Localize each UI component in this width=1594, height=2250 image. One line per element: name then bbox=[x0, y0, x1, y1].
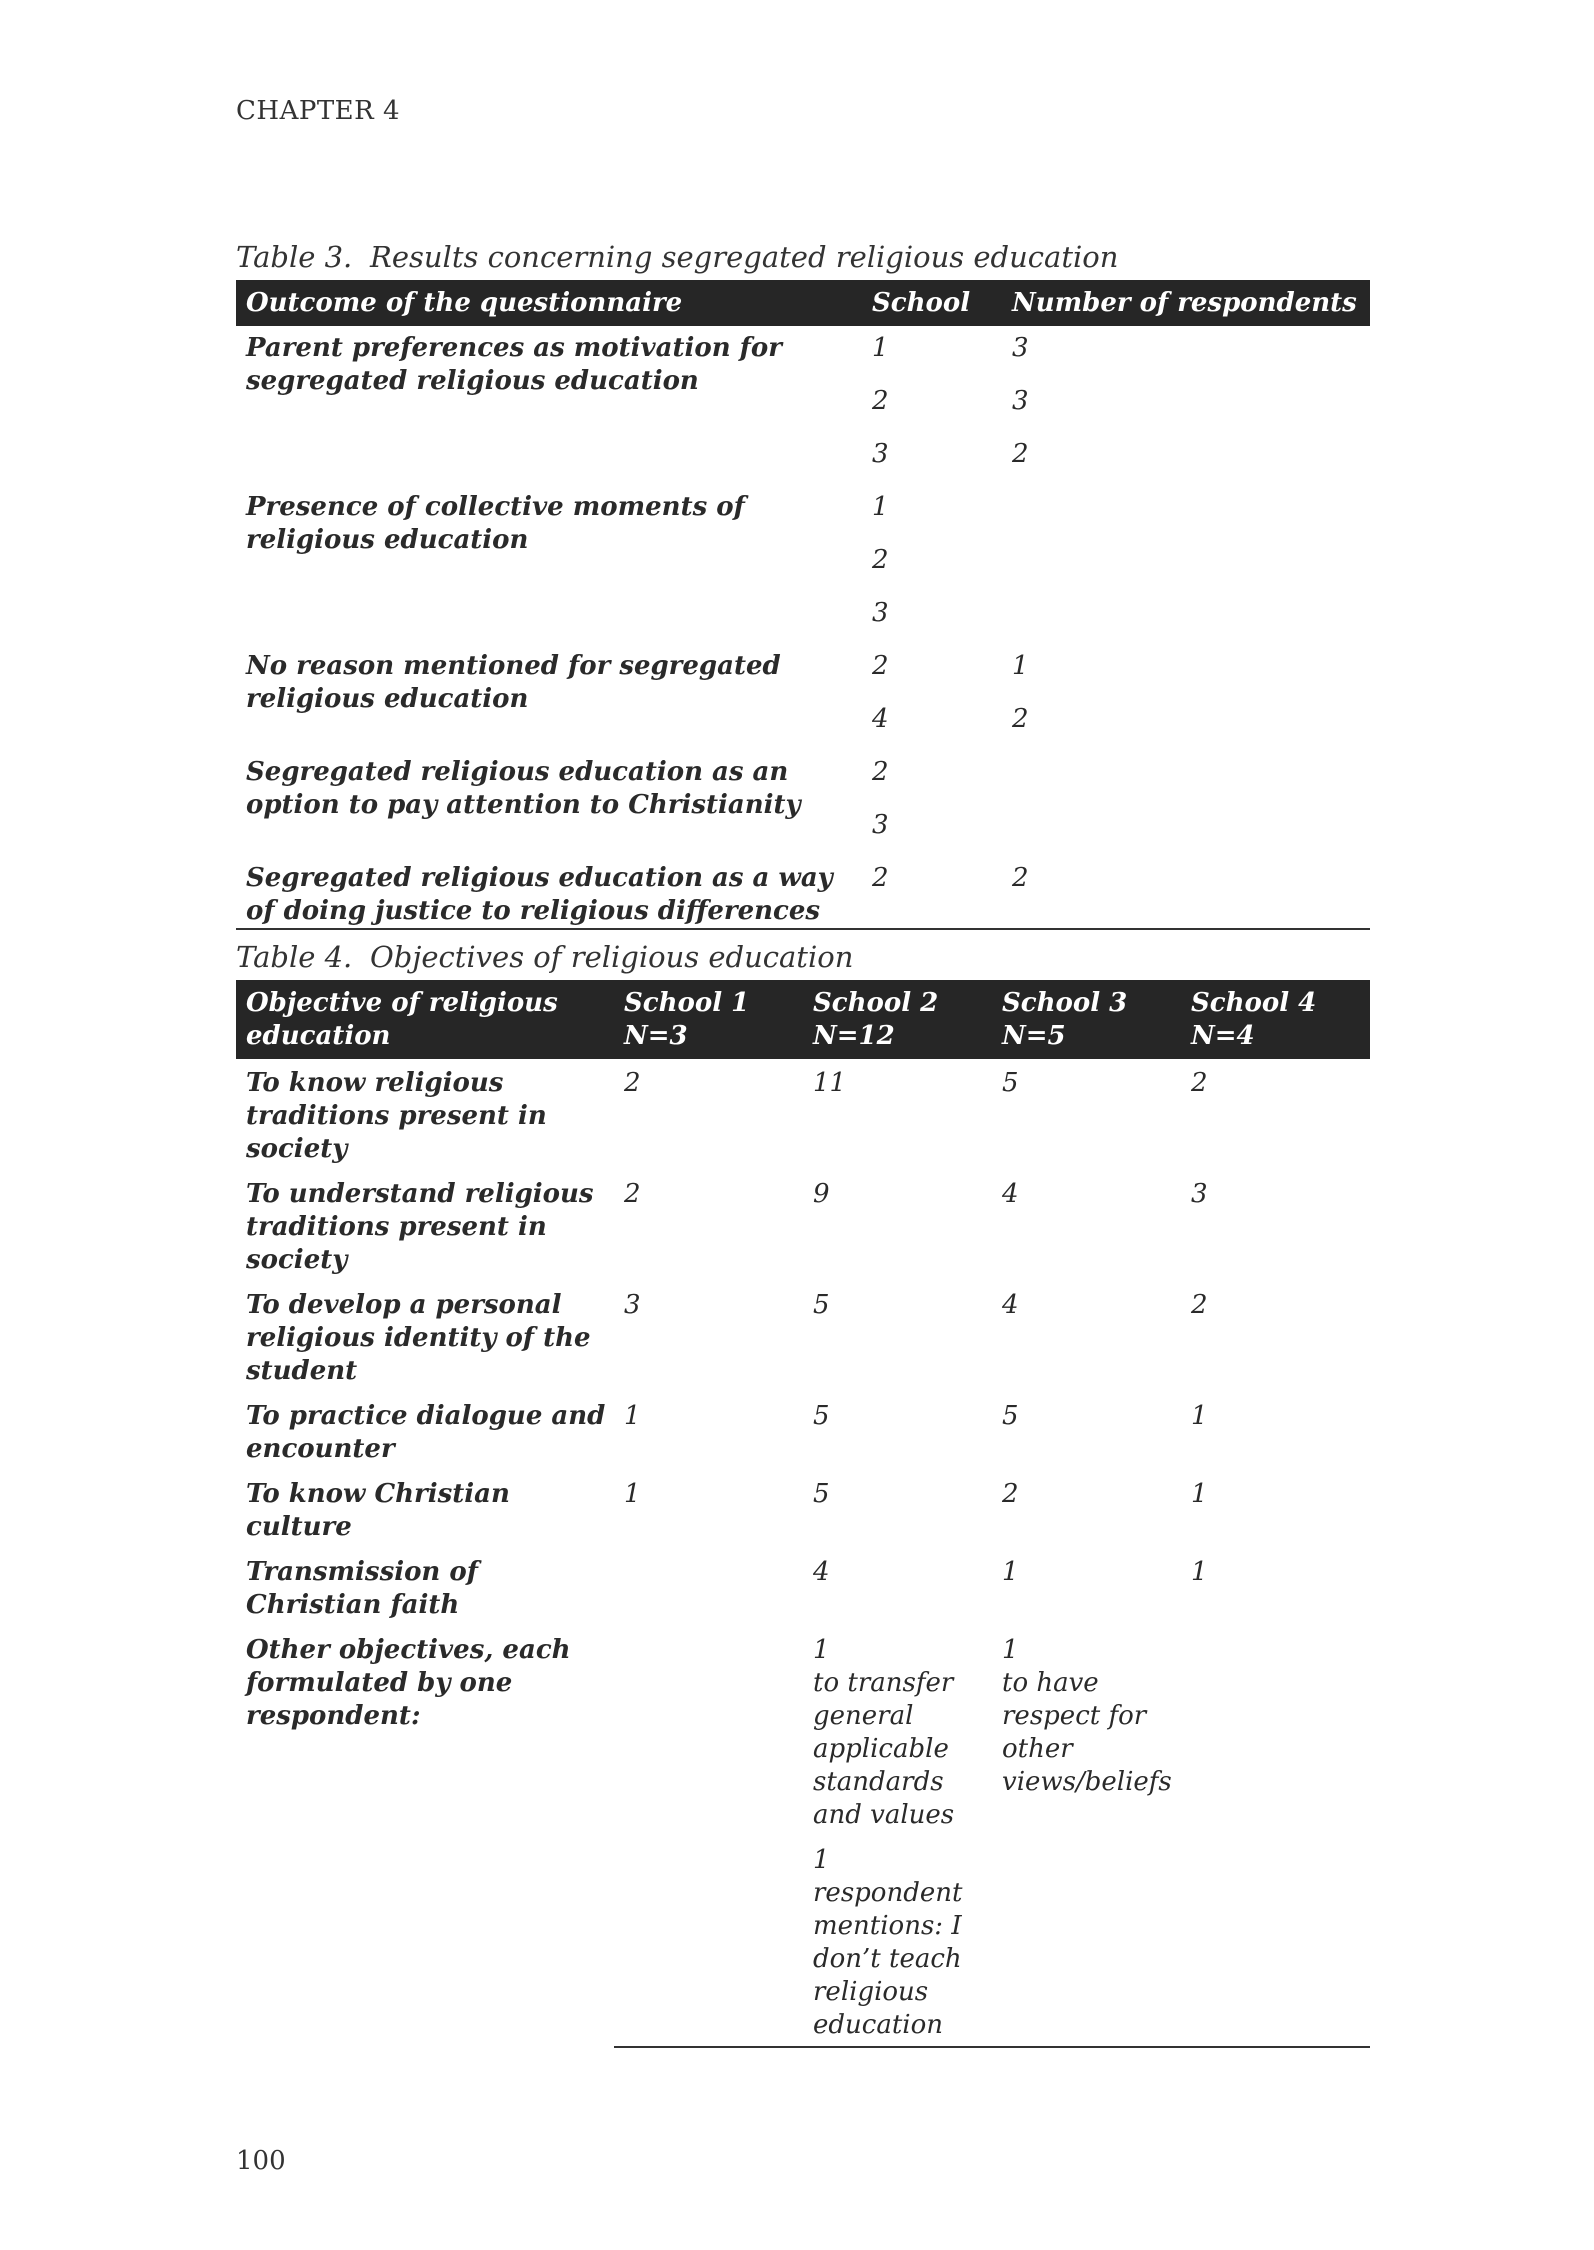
school-cell: 3 bbox=[872, 598, 889, 628]
table-3 bbox=[236, 240, 1370, 930]
header-line: N=12 bbox=[813, 1021, 895, 1051]
table-4-header-row bbox=[236, 980, 1370, 1059]
school-1-cell bbox=[614, 1548, 803, 1626]
respondents-cell bbox=[1002, 750, 1370, 803]
school-cell: 2 bbox=[872, 545, 889, 575]
objective-cell: To know religious traditions present in society bbox=[246, 1068, 547, 1164]
respondents-cell bbox=[1002, 485, 1370, 538]
table-row bbox=[236, 1548, 1370, 1626]
table-row bbox=[236, 1170, 1370, 1281]
school-3-cell bbox=[992, 1626, 1181, 1836]
column-header-school: School bbox=[862, 280, 1002, 326]
school-1-cell: 2 bbox=[624, 1179, 641, 1209]
school-3-note: to have respect for other views/beliefs bbox=[1002, 1668, 1172, 1797]
respondents-cell: 2 bbox=[1002, 856, 1370, 929]
school-cell: 2 bbox=[862, 856, 1002, 929]
column-header-school-4 bbox=[1181, 980, 1370, 1059]
header-line: School 2 bbox=[813, 988, 939, 1018]
school-2-note: to transfer general applicable standards and values bbox=[813, 1668, 955, 1830]
table-3-caption bbox=[236, 240, 1370, 274]
page-number: 100 bbox=[236, 2146, 286, 2176]
table-row bbox=[236, 750, 1370, 803]
school-3-cell: 5 bbox=[1002, 1401, 1019, 1431]
outcome-cell: No reason mentioned for segregated religious education bbox=[246, 651, 781, 714]
table-4-grid bbox=[236, 980, 1370, 2048]
table-3-grid bbox=[236, 280, 1370, 930]
header-line: Objective of religious bbox=[246, 988, 558, 1018]
school-1-cell bbox=[614, 1626, 803, 1836]
header-line: education bbox=[246, 1021, 391, 1051]
outcome-cell: Segregated religious education as a way of doing justice to religious differences bbox=[236, 856, 862, 929]
school-cell: 2 bbox=[872, 757, 889, 787]
school-4-cell: 1 bbox=[1191, 1557, 1208, 1587]
header-line: N=4 bbox=[1191, 1021, 1255, 1051]
table-3-title: Results concerning segregated religious education bbox=[370, 240, 1119, 274]
objective-cell: Transmission of Christian faith bbox=[246, 1557, 478, 1620]
school-4-cell: 1 bbox=[1191, 1401, 1208, 1431]
column-header-school-3 bbox=[992, 980, 1181, 1059]
respondents-cell: 1 bbox=[1012, 651, 1029, 681]
table-row bbox=[236, 1281, 1370, 1392]
table-4 bbox=[236, 940, 1370, 2048]
header-line: N=5 bbox=[1002, 1021, 1066, 1051]
outcome-cell: Segregated religious education as an option to pay attention to Christianity bbox=[246, 757, 801, 820]
respondents-cell: 3 bbox=[1012, 386, 1029, 416]
school-4-cell: 2 bbox=[1191, 1068, 1208, 1098]
school-2-cell: 1 respondent mentions: I don’t teach religious education bbox=[803, 1836, 992, 2047]
school-3-cell: 5 bbox=[1002, 1068, 1019, 1098]
table-row bbox=[236, 326, 1370, 379]
running-head: CHAPTER 4 bbox=[236, 96, 401, 126]
school-2-cell: 9 bbox=[813, 1179, 830, 1209]
school-2-cell bbox=[803, 1626, 992, 1836]
table-4-number: Table 4. bbox=[236, 940, 353, 974]
school-cell: 2 bbox=[872, 651, 889, 681]
school-4-cell bbox=[1181, 1836, 1370, 2047]
header-line: N=3 bbox=[624, 1021, 688, 1051]
column-header-objective bbox=[236, 980, 614, 1059]
column-header-school-1 bbox=[614, 980, 803, 1059]
respondents-cell bbox=[1002, 538, 1370, 591]
school-1-cell: 1 bbox=[624, 1479, 641, 1509]
objective-cell: To practice dialogue and encounter bbox=[246, 1401, 606, 1464]
table-4-title: Objectives of religious education bbox=[370, 940, 854, 974]
outcome-cell: Presence of collective moments of religious education bbox=[246, 492, 745, 555]
school-3-cell: 2 bbox=[1002, 1479, 1019, 1509]
school-cell: 3 bbox=[872, 439, 889, 469]
table-row bbox=[236, 644, 1370, 697]
school-4-cell: 2 bbox=[1191, 1290, 1208, 1320]
column-header-respondents: Number of respondents bbox=[1002, 280, 1370, 326]
school-2-count: 1 bbox=[813, 1635, 830, 1665]
objective-cell: Other objectives, each formulated by one respondent: bbox=[246, 1635, 571, 1731]
school-1-cell: 2 bbox=[624, 1068, 641, 1098]
school-2-cell: 4 bbox=[813, 1557, 830, 1587]
school-4-cell: 1 bbox=[1191, 1479, 1208, 1509]
table-3-number: Table 3. bbox=[236, 240, 353, 274]
respondents-cell: 2 bbox=[1012, 704, 1029, 734]
respondents-cell: 3 bbox=[1012, 333, 1029, 363]
school-1-cell: 3 bbox=[624, 1290, 641, 1320]
school-2-cell: 5 bbox=[813, 1479, 830, 1509]
table-3-header-row bbox=[236, 280, 1370, 326]
school-1-cell bbox=[614, 1836, 803, 2047]
table-row bbox=[236, 1059, 1370, 1170]
header-line: School 3 bbox=[1002, 988, 1128, 1018]
respondents-cell: 2 bbox=[1012, 439, 1029, 469]
school-1-cell: 1 bbox=[624, 1401, 641, 1431]
school-cell: 3 bbox=[872, 810, 889, 840]
objective-cell: To know Christian culture bbox=[246, 1479, 510, 1542]
school-cell: 1 bbox=[872, 333, 889, 363]
school-cell: 2 bbox=[872, 386, 889, 416]
table-row bbox=[236, 485, 1370, 538]
school-3-cell: 4 bbox=[1002, 1290, 1019, 1320]
school-4-cell bbox=[1181, 1626, 1370, 1836]
table-row bbox=[236, 1470, 1370, 1548]
table-row bbox=[236, 1392, 1370, 1470]
school-2-cell: 5 bbox=[813, 1290, 830, 1320]
table-4-caption bbox=[236, 940, 1370, 974]
outcome-cell: Parent preferences as motivation for segregated religious education bbox=[246, 333, 782, 396]
table-row bbox=[236, 856, 1370, 929]
table-row bbox=[236, 1626, 1370, 1836]
header-line: School 4 bbox=[1191, 988, 1317, 1018]
school-2-cell: 11 bbox=[813, 1068, 847, 1098]
school-4-cell: 3 bbox=[1191, 1179, 1208, 1209]
school-3-cell: 1 bbox=[1002, 1557, 1019, 1587]
objective-cell: To develop a personal religious identity of the student bbox=[246, 1290, 591, 1386]
school-cell: 4 bbox=[872, 704, 889, 734]
column-header-school-2 bbox=[803, 980, 992, 1059]
school-3-count: 1 bbox=[1002, 1635, 1019, 1665]
column-header-outcome: Outcome of the questionnaire bbox=[236, 280, 862, 326]
school-cell: 1 bbox=[872, 492, 889, 522]
respondents-cell bbox=[1002, 591, 1370, 644]
school-3-cell: 4 bbox=[1002, 1179, 1019, 1209]
objective-cell: To understand religious traditions present in society bbox=[246, 1179, 594, 1275]
respondents-cell bbox=[1002, 803, 1370, 856]
school-3-cell bbox=[992, 1836, 1181, 2047]
school-2-cell: 5 bbox=[813, 1401, 830, 1431]
header-line: School 1 bbox=[624, 988, 750, 1018]
